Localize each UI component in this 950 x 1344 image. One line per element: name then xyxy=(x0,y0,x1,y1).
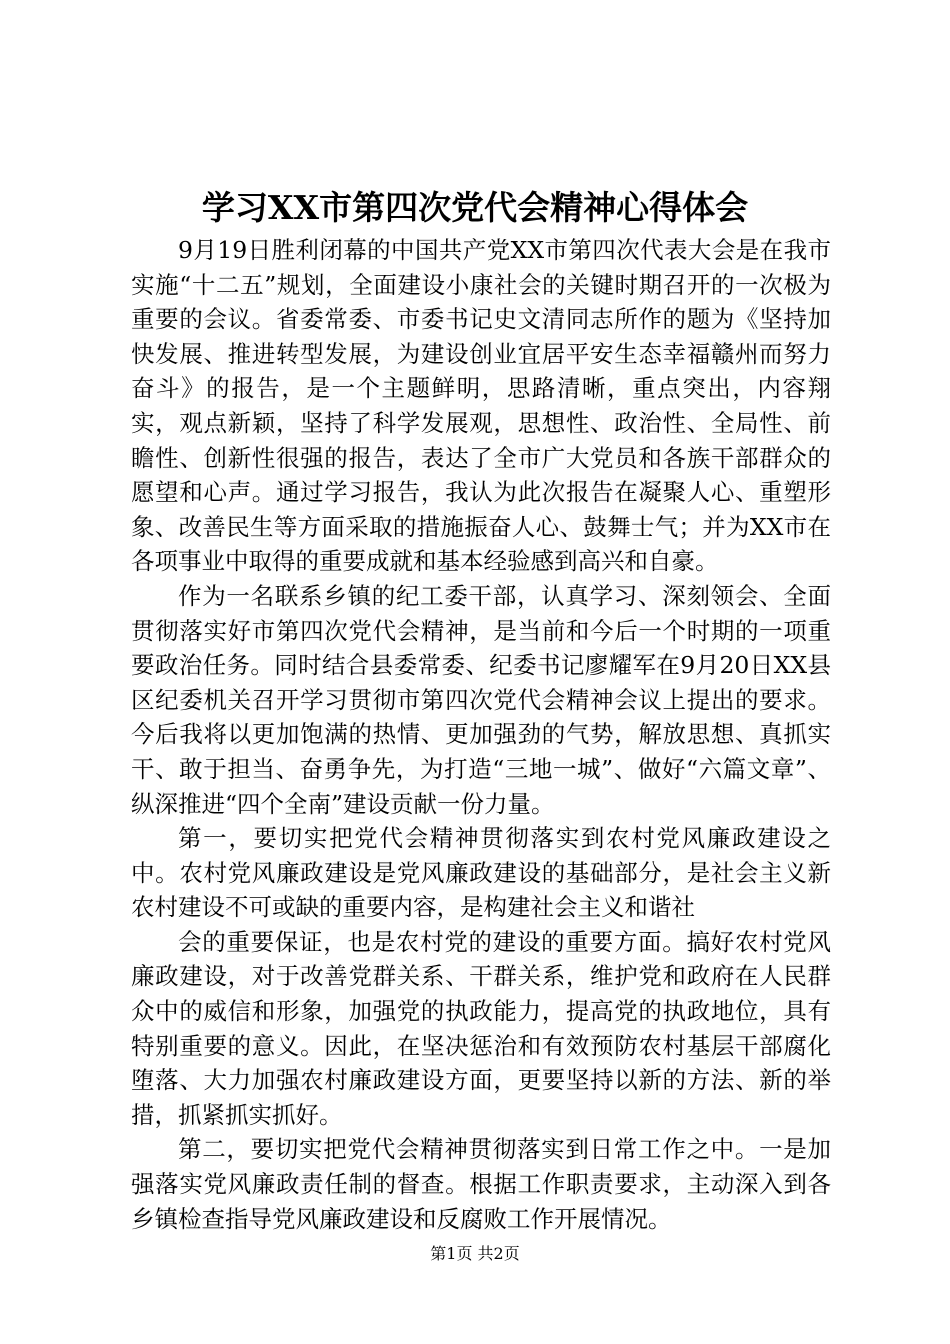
paragraph: 9月19日胜利闭幕的中国共产党XX市第四次代表大会是在我市实施“十二五”规划，全面建设小康社会的关键时期召开的一次极为重要的会议。省委常委、市委书记史文清同志所作的题为《坚持加快发展、推进转型发展，为建设创业宜居平安生态幸福赣州而努力奋斗》的报告，是一个主题鲜明，思路清晰，重点突出，内容翔实，观点新颖，坚持了科学发展观，思想性、政治性、全局性、前瞻性、创新性很强的报告，表达了全市广大党员和各族干部群众的愿望和心声。通过学习报告，我认为此次报告在凝聚人心、重塑形象、改善民生等方面采取的措施振奋人心、鼓舞士气；并为XX市在各项事业中取得的重要成就和基本经验感到高兴和自豪。 xyxy=(131,236,831,576)
paragraph: 第二，要切实把党代会精神贯彻落实到日常工作之中。一是加强落实党风廉政责任制的督查。根据工作职责要求，主动深入到各乡镇检查指导党风廉政建设和反腐败工作开展情况。 xyxy=(131,1135,831,1233)
page-footer: 第1页 共2页 xyxy=(430,1244,520,1263)
paragraph: 作为一名联系乡镇的纪工委干部，认真学习、深刻领会、全面贯彻落实好市第四次党代会精神，是当前和今后一个时期的一项重要政治任务。同时结合县委常委、纪委书记廖耀军在9月20日XX县区纪委机关召开学习贯彻市第四次党代会精神会议上提出的要求。今后我将以更加饱满的热情、更加强劲的气势，解放思想、真抓实干、敢于担当、奋勇争先，为打造“三地一城”、做好“六篇文章”、纵深推进“四个全南”建设贡献一份力量。 xyxy=(131,581,831,818)
document-body xyxy=(131,233,831,1236)
paragraph: 第一，要切实把党代会精神贯彻落实到农村党风廉政建设之中。农村党风廉政建设是党风廉政建设的基础部分，是社会主义新农村建设不可或缺的重要内容，是构建社会主义和谐社 xyxy=(131,824,831,922)
document-title: 学习XX市第四次党代会精神心得体会 xyxy=(201,188,749,227)
paragraph: 会的重要保证，也是农村党的建设的重要方面。搞好农村党风廉政建设，对于改善党群关系、干群关系，维护党和政府在人民群众中的威信和形象，加强党的执政能力，提高党的执政地位，具有特别重要的意义。因此，在坚决惩治和有效预防农村基层干部腐化堕落、大力加强农村廉政建设方面，更要坚持以新的方法、新的举措，抓紧抓实抓好。 xyxy=(131,927,831,1129)
